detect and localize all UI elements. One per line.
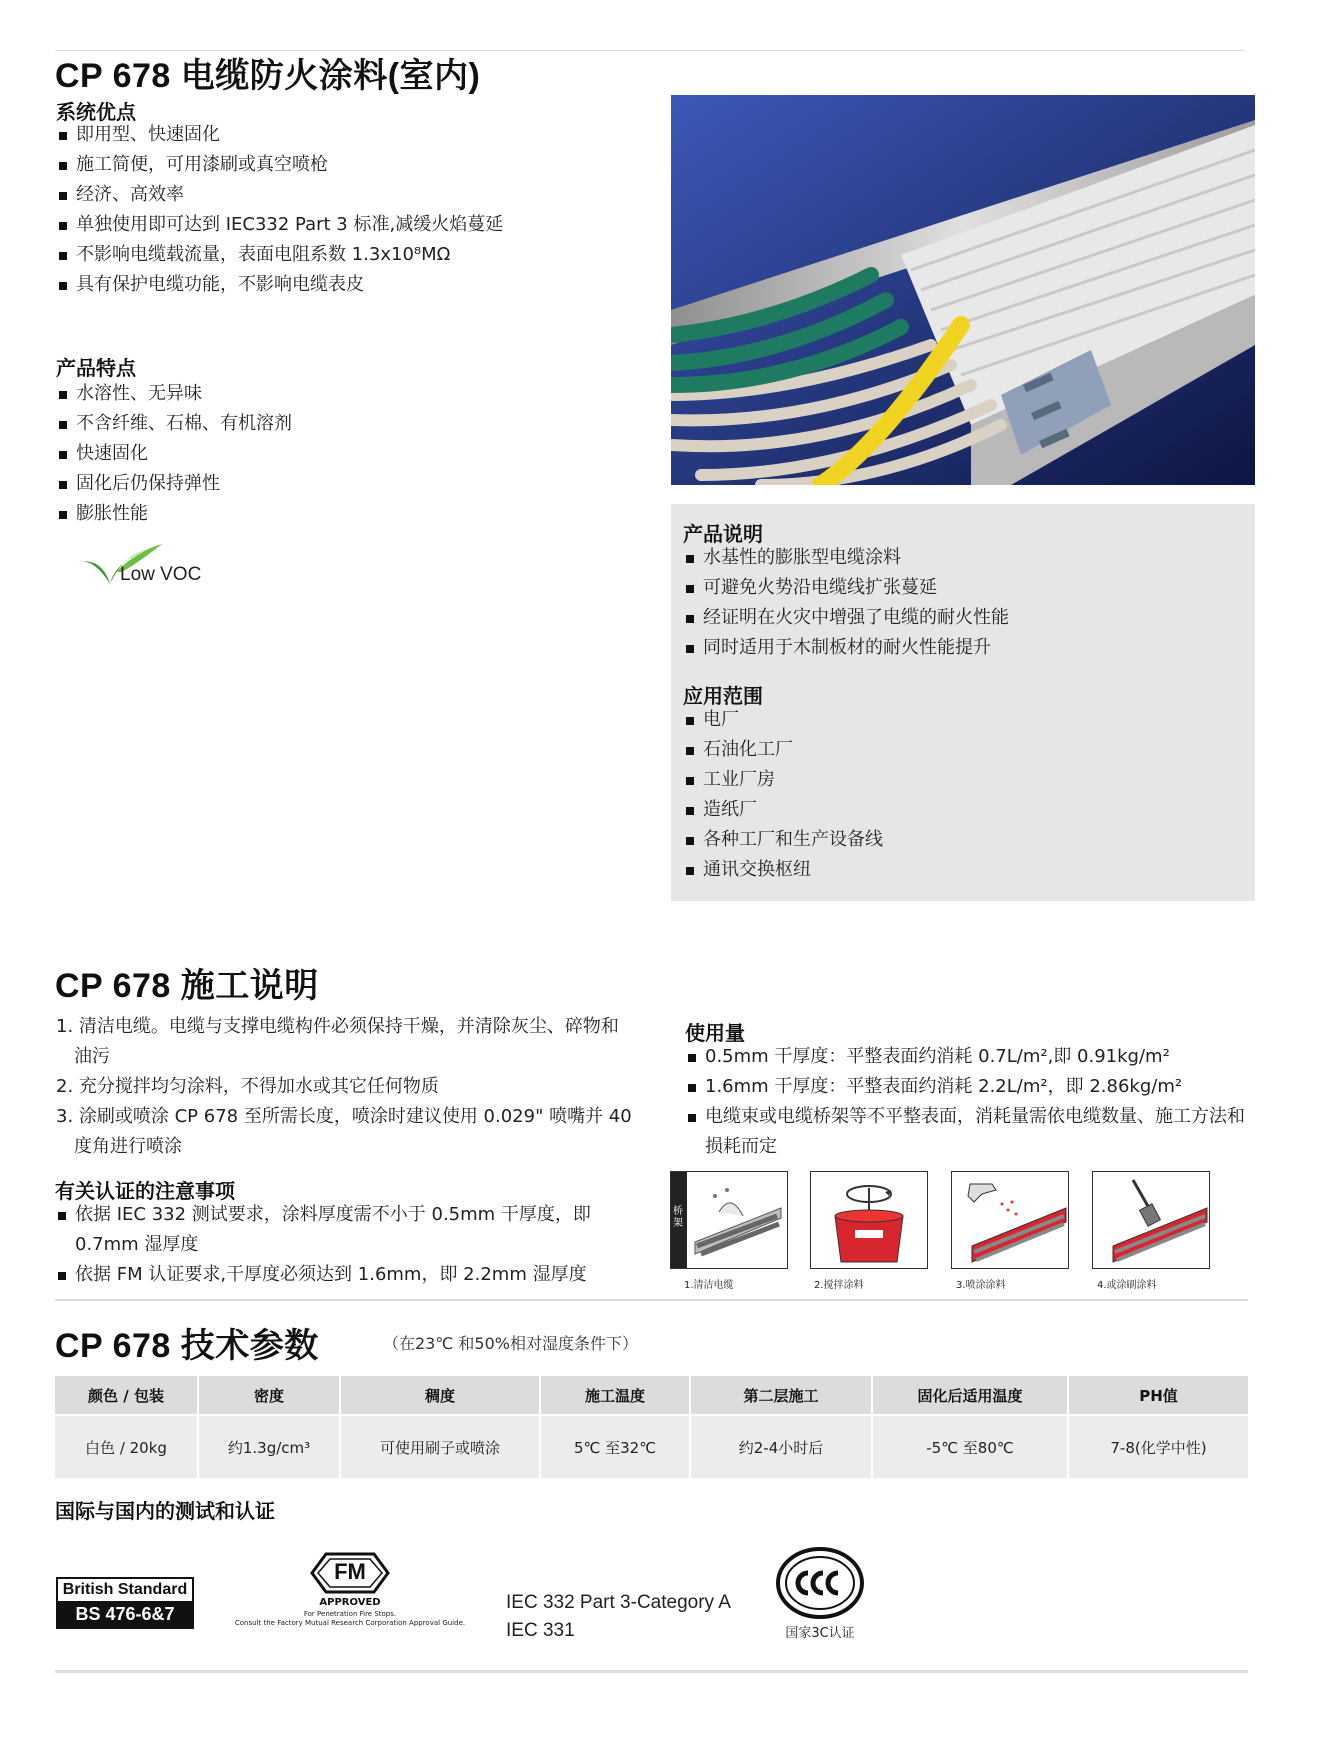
table-header: 第二层施工: [690, 1376, 872, 1415]
bs-badge: [56, 1577, 194, 1629]
step-caption: 3.喷涂涂料: [956, 1280, 1006, 1291]
application-list: [683, 705, 883, 885]
usage-list: [685, 1042, 1245, 1162]
list-item: 依据 FM 认证要求,干厚度必须达到 1.6mm，即 2.2mm 湿厚度: [55, 1260, 635, 1290]
table-header: 施工温度: [540, 1376, 690, 1415]
list-item: 水基性的膨胀型电缆涂料: [683, 543, 1009, 573]
tech-title: CP 678 技术参数: [55, 1327, 319, 1365]
description-list: [683, 543, 1009, 663]
list-item: 具有保护电缆功能，不影响电缆表皮: [56, 270, 503, 300]
certs-heading: 国际与国内的测试和认证: [55, 1499, 275, 1523]
list-item: 可避免火势沿电缆线扩张蔓延: [683, 573, 1009, 603]
benefits-heading: 系统优点: [56, 100, 136, 124]
step-caption: 2.搅拌涂料: [814, 1280, 864, 1291]
table-header: 颜色 / 包装: [55, 1376, 198, 1415]
table-cell: 5℃ 至32℃: [540, 1415, 690, 1478]
section-rule: [55, 1299, 1248, 1301]
usage-heading: 使用量: [685, 1021, 745, 1045]
table-header: 稠度: [340, 1376, 540, 1415]
fm-line-1: For Penetration Fire Stops.: [303, 1610, 397, 1618]
install-steps: [56, 1012, 636, 1162]
page-title: CP 678 电缆防火涂料(室内): [55, 57, 481, 95]
benefits-list: [56, 120, 503, 300]
list-item: 不影响电缆载流量，表面电阻系数 1.3x10⁸MΩ: [56, 240, 503, 270]
list-item: 经济、高效率: [56, 180, 503, 210]
features-list: [56, 379, 292, 529]
ccc-logo: [775, 1547, 865, 1642]
table-header: 固化后适用温度: [872, 1376, 1068, 1415]
table-cell: 7-8(化学中性): [1068, 1415, 1248, 1478]
low-voc-text: Low VOC: [120, 564, 202, 585]
certnotes-list: [55, 1200, 635, 1290]
list-item: 同时适用于木制板材的耐火性能提升: [683, 633, 1009, 663]
install-title: CP 678 施工说明: [55, 967, 319, 1005]
tech-table: [55, 1376, 1248, 1478]
step-image-stir: [810, 1171, 928, 1269]
tech-subtitle: （在23℃ 和50%相对湿度条件下）: [383, 1334, 638, 1353]
features-heading: 产品特点: [56, 356, 136, 380]
description-panel: [671, 504, 1255, 901]
step-image-brush: [1092, 1171, 1210, 1269]
list-item: 快速固化: [56, 439, 292, 469]
fm-approved-text: APPROVED: [319, 1597, 381, 1608]
list-item: 施工简便，可用漆刷或真空喷枪: [56, 150, 503, 180]
table-header-row: [55, 1376, 1248, 1415]
table-cell: 可使用刷子或喷涂: [340, 1415, 540, 1478]
step-caption: 4.或涂刷涂料: [1097, 1280, 1157, 1291]
list-item: 2. 充分搅拌均匀涂料，不得加水或其它任何物质: [56, 1076, 439, 1097]
fm-logo-text: FM: [334, 1559, 366, 1584]
list-item: 依据 IEC 332 测试要求，涂料厚度需不小于 0.5mm 干厚度，即 0.7mm 湿厚度: [55, 1200, 635, 1260]
table-cell: 约2-4小时后: [690, 1415, 872, 1478]
table-cell: -5℃ 至80℃: [872, 1415, 1068, 1478]
list-item: 经证明在火灾中增强了电缆的耐火性能: [683, 603, 1009, 633]
bottom-rule: [55, 1670, 1248, 1673]
application-heading: 应用范围: [683, 684, 763, 708]
fm-line-2: Consult the Factory Mutual Research Corporation Approval Guide.: [234, 1619, 466, 1627]
list-item: 石油化工厂: [683, 735, 883, 765]
list-item: 电厂: [683, 705, 883, 735]
bs-badge-top: British Standard: [62, 1581, 188, 1598]
list-item: 1.6mm 干厚度：平整表面约消耗 2.2L/m²，即 2.86kg/m²: [685, 1072, 1245, 1102]
table-row: [55, 1415, 1248, 1478]
list-item: 电缆束或电缆桥架等不平整表面，消耗量需依电缆数量、施工方法和损耗而定: [685, 1102, 1245, 1162]
table-header: PH值: [1068, 1376, 1248, 1415]
iec-line: IEC 331: [506, 1620, 575, 1641]
iec-line: IEC 332 Part 3-Category A: [506, 1592, 731, 1613]
tray-label: 桥架: [673, 1206, 683, 1229]
ccc-mark-icon: [775, 1547, 865, 1619]
step-image-spray: [951, 1171, 1069, 1269]
list-item: 固化后仍保持弹性: [56, 469, 292, 499]
list-item: 0.5mm 干厚度：平整表面约消耗 0.7L/m²,即 0.91kg/m²: [685, 1042, 1245, 1072]
list-item: 通讯交换枢纽: [683, 855, 883, 885]
table-header: 密度: [198, 1376, 340, 1415]
description-heading: 产品说明: [683, 522, 763, 546]
certnotes-heading: 有关认证的注意事项: [55, 1179, 235, 1203]
product-photo: [671, 95, 1255, 485]
fm-approved-logo: [225, 1550, 475, 1630]
list-item: 单独使用即可达到 IEC332 Part 3 标准,减缓火焰蔓延: [56, 210, 503, 240]
list-item: 不含纤维、石棉、有机溶剂: [56, 409, 292, 439]
list-item: 即用型、快速固化: [56, 120, 503, 150]
step-image-clean: [670, 1171, 788, 1269]
list-item: 造纸厂: [683, 795, 883, 825]
table-cell: 约1.3g/cm³: [198, 1415, 340, 1478]
list-item: 膨胀性能: [56, 499, 292, 529]
list-item: 水溶性、无异味: [56, 379, 292, 409]
list-item: 1. 清洁电缆。电缆与支撑电缆构件必须保持干燥，并清除灰尘、碎物和油污: [56, 1016, 619, 1067]
list-item: 各种工厂和生产设备线: [683, 825, 883, 855]
low-voc-logo: [76, 540, 206, 590]
list-item: 3. 涂刷或喷涂 CP 678 至所需长度，喷涂时建议使用 0.029" 喷嘴并 40 度角进行喷涂: [56, 1106, 632, 1157]
table-cell: 白色 / 20kg: [55, 1415, 198, 1478]
step-caption: 1.清洁电缆: [684, 1280, 734, 1291]
list-item: 工业厂房: [683, 765, 883, 795]
ccc-label: 国家3C认证: [785, 1626, 855, 1641]
bs-badge-bottom: BS 476-6&7: [58, 1601, 192, 1627]
